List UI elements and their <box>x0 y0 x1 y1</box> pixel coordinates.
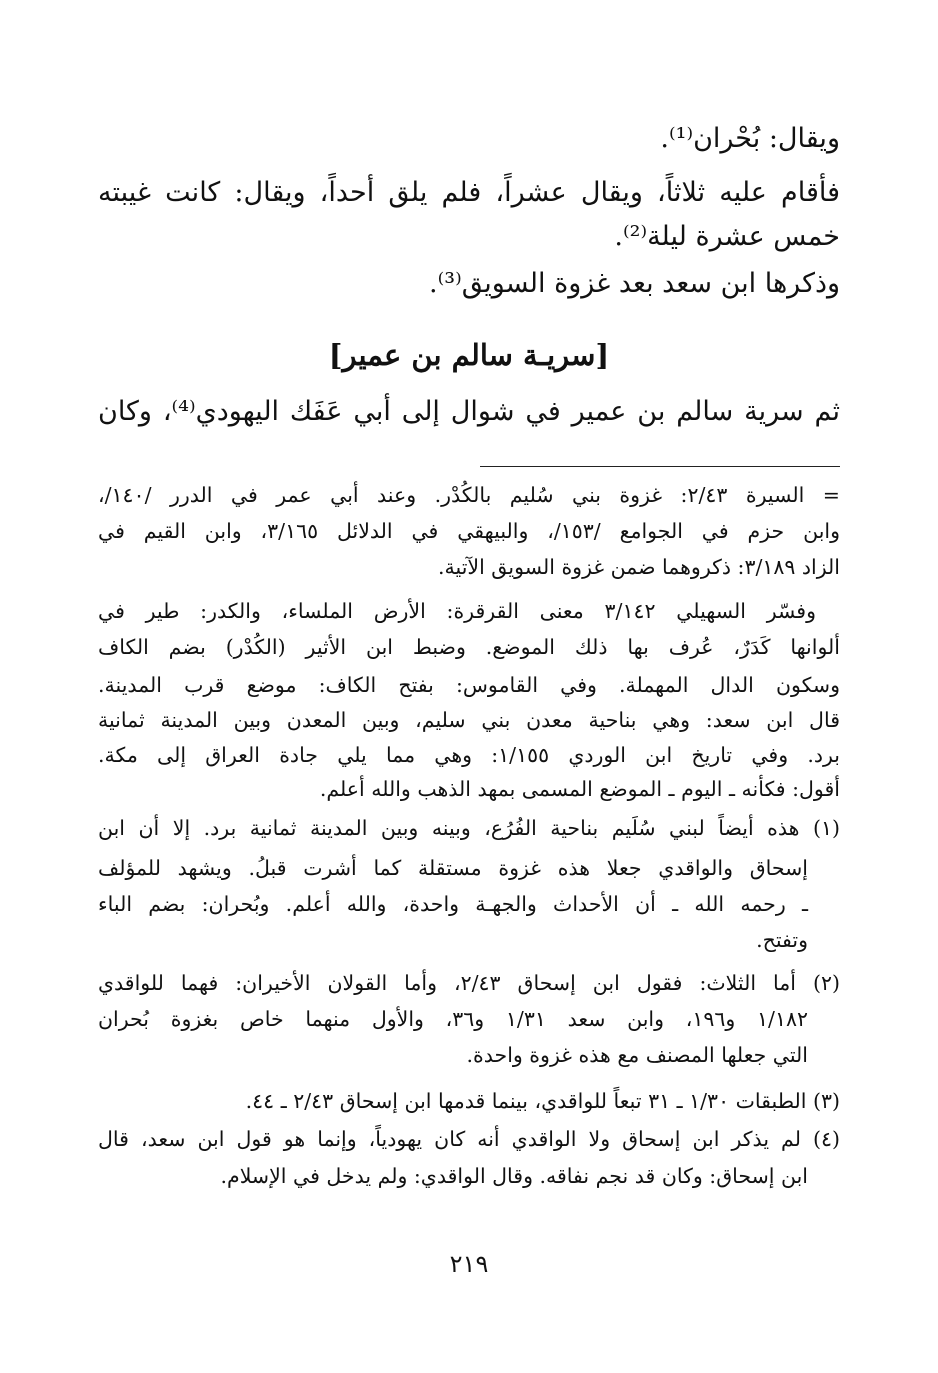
footnote-line: وفسّر السهيلي ٣/١٤٢ معنى القرقرة: الأرض الملساء، والكدر: طير في <box>98 599 816 623</box>
footnote-2-line: (٢) أما الثلاث: فقول ابن إسحاق ٢/٤٣، وأما القولان الأخيران: فهما للواقدي <box>98 971 840 995</box>
footnote-separator <box>480 466 840 467</box>
footnote-line: قال ابن سعد: وهي بناحية معدن بني سليم، وبين المعدن وبين المدينة ثمانية <box>98 708 840 732</box>
footnote-3-line: (٣) الطبقات ١/٣٠ ـ ٣١ تبعاً للواقدي، بينما قدمها ابن إسحاق ٢/٤٣ ـ ٤٤. <box>245 1089 840 1113</box>
body-line: فأقام عليه ثلاثاً، ويقال عشراً، فلم يلق أحداً، ويقال: كانت غيبته <box>98 177 840 208</box>
footnote-line: الزاد ٣/١٨٩: ذكروهما ضمن غزوة السويق الآتية. <box>438 555 840 579</box>
footnote-line: = السيرة ٢/٤٣: غزوة بني سُليم بالكُدْر. وعند أبي عمر في الدرر /١٤٠/، <box>98 483 840 507</box>
footnote-2-line: ١/١٨٢ و١٩٦، وابن سعد ١/٣١ و٣٦، والأول منهما خاص بغزوة بُحران <box>98 1007 808 1031</box>
footnote-1-line: ـ رحمه الله ـ أن الأحداث والجهـة واحدة، والله أعلم. وبُحران: بضم الباء <box>98 892 808 916</box>
section-heading: [سريـة سالم بن عمير] <box>328 338 610 372</box>
footnote-line: أقول: فكأنه ـ اليوم ـ الموضع المسمى بمهد الذهب والله أعلم. <box>319 777 840 801</box>
footnote-line: ألوانها كَدَرٌ، عُرف بها ذلك الموضع. وضبط ابن الأثير (الكُدْر) بضم الكاف <box>98 635 840 659</box>
footnote-line: وسكون الدال المهملة. وفي القاموس: بفتح الكاف: موضع قرب المدينة. <box>98 673 840 697</box>
footnote-line: برد. وفي تاريخ ابن الوردي ١/١٥٥: وهي مما يلي جادة العراق إلى مكة. <box>98 743 841 767</box>
page-number: ٢١٩ <box>449 1250 489 1278</box>
body-line: وذكرها ابن سعد بعد غزوة السويق⁽³⁾. <box>429 268 840 299</box>
footnote-1-line: إسحاق والواقدي جعلا هذه غزوة مستقلة كما أشرت قبلُ. ويشهد للمؤلف <box>98 856 808 880</box>
footnote-4-line: (٤) لم يذكر ابن إسحاق ولا الواقدي أنه كان يهودياً، وإنما هو قول ابن سعد، قال <box>98 1127 840 1151</box>
body-line: خمس عشرة ليلة⁽²⁾. <box>614 221 840 252</box>
footnote-4-line: ابن إسحاق: وكان قد نجم نفاقه. وقال الواقدي: ولم يدخل في الإسلام. <box>220 1164 808 1188</box>
body-line: ويقال: بُحْران⁽¹⁾. <box>660 123 840 154</box>
footnote-line: وابن حزم في الجوامع /١٥٣/، والبيهقي في الدلائل ٣/١٦٥، وابن القيم في <box>98 519 840 543</box>
footnote-1-line: (١) هذه أيضاً لبني سُلَيم بناحية الفُرُع، وبينه وبين المدينة ثمانية برد. إلا أن ابن <box>98 816 840 840</box>
footnote-2-line: التي جعلها المصنف مع هذه غزوة واحدة. <box>466 1043 808 1067</box>
body-line: ثم سرية سالم بن عمير في شوال إلى أبي عَفَك اليهودي⁽⁴⁾، وكان <box>98 396 840 427</box>
footnote-1-line: وتفتح. <box>756 928 808 952</box>
